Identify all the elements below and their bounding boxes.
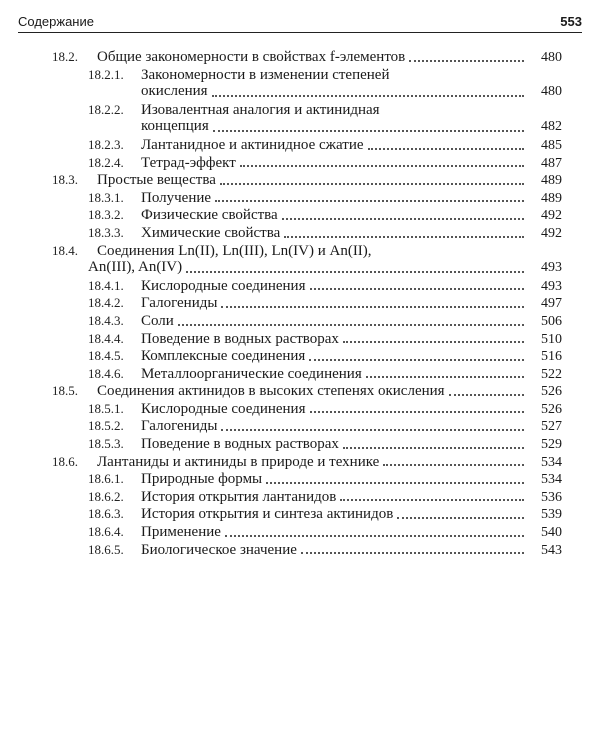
toc-entry-title: Кислородные соединения: [141, 400, 306, 417]
toc-section-row: [0, 259, 562, 277]
toc-entry-title: Соединения актинидов в высоких степенях окисления: [97, 383, 445, 400]
toc-entry-title: Металлоорганические соединения: [141, 365, 362, 382]
page-number: 553: [560, 14, 582, 29]
toc-subsection-row: [0, 417, 562, 435]
dot-leader: [212, 95, 524, 97]
toc-entry-title: Галогениды: [141, 295, 218, 312]
toc-page-number: 480: [541, 50, 562, 65]
dot-leader: [282, 218, 524, 220]
toc-subsection-row: [0, 277, 562, 295]
toc-entry-number: 18.5.2.: [88, 418, 124, 434]
toc-page-number: 493: [541, 278, 562, 294]
toc-page-number: 526: [541, 384, 562, 400]
toc-page-number: 489: [541, 190, 562, 206]
toc-entry-number: 18.6.3.: [88, 506, 124, 522]
toc-section-row: [0, 48, 562, 66]
toc-entry-title: История открытия лантанидов: [141, 488, 337, 505]
toc-entry-title: An(III), An(IV): [88, 259, 183, 276]
toc-page-number: 534: [541, 472, 562, 488]
toc-entry-number: 18.2.4.: [88, 154, 124, 170]
toc-page-number: 489: [541, 173, 562, 189]
toc-page-number: 480: [541, 84, 562, 100]
toc-section-row: [0, 453, 562, 471]
toc-page-number: 516: [541, 349, 562, 365]
toc-entry-number: 18.3.3.: [88, 224, 124, 240]
toc-entry-number: 18.3.1.: [88, 189, 124, 205]
dot-leader: [186, 271, 524, 273]
toc-subsection-row: [0, 505, 562, 523]
toc-entry-number: 18.2.1.: [88, 66, 124, 82]
dot-leader: [310, 411, 525, 413]
toc-entry-title: Химические свойства: [141, 224, 281, 241]
toc-page-number: 492: [541, 208, 562, 224]
toc-entry-title: Комплексные соединения: [141, 348, 306, 365]
toc-subsection-row: [0, 347, 562, 365]
dot-leader: [343, 447, 524, 449]
toc-section-row: [0, 171, 562, 189]
toc-entry-number: 18.6.5.: [88, 541, 124, 557]
toc-entry-title: Простые вещества: [97, 172, 216, 189]
toc-entry-number: 18.3.2.: [88, 207, 124, 223]
dot-leader: [397, 517, 524, 519]
toc-entry-title: Получение: [141, 189, 212, 206]
toc-entry-number: 18.4.4.: [88, 330, 124, 346]
toc-entry-title: Тетрад-эффект: [141, 154, 236, 171]
toc-page-number: 506: [541, 313, 562, 329]
toc-section-row: [0, 382, 562, 400]
toc-entry-title: Физические свойства: [141, 207, 278, 224]
toc-entry-number: 18.6.1.: [88, 471, 124, 487]
toc-entry-title: Закономерности в изменении степеней: [141, 66, 390, 83]
toc-page-number: 493: [541, 260, 562, 276]
toc-subsection-row: [0, 189, 562, 207]
toc-entry-number: 18.4.3.: [88, 312, 124, 328]
dot-leader: [220, 183, 524, 185]
toc-entry-title: Поведение в водных растворах: [141, 330, 339, 347]
toc-page-number: 485: [541, 137, 562, 153]
toc-entry-number: 18.5.: [52, 383, 78, 399]
toc-entry-title: Применение: [141, 524, 221, 541]
dot-leader: [301, 552, 524, 554]
toc-entry-title: концепция: [141, 118, 209, 135]
dot-leader: [215, 200, 524, 202]
toc-entry-title: Поведение в водных растворах: [141, 436, 339, 453]
toc-subsection-row: [0, 435, 562, 453]
toc-subsection-row: [0, 136, 562, 154]
toc-subsection-row: [0, 470, 562, 488]
toc-page-number: 526: [541, 401, 562, 417]
toc-subsection-row: [0, 154, 562, 172]
toc-subsection-row: [0, 66, 562, 84]
dot-leader: [366, 376, 524, 378]
toc-entry-number: 18.5.3.: [88, 436, 124, 452]
toc-subsection-row: [0, 83, 562, 101]
dot-leader: [178, 324, 524, 326]
toc-page-number: 529: [541, 437, 562, 453]
dot-leader: [449, 394, 524, 396]
dot-leader: [310, 288, 525, 290]
toc-entry-title: Лантаниды и актиниды в природе и технике: [97, 453, 380, 470]
toc-subsection-row: [0, 294, 562, 312]
toc-entry-number: 18.4.5.: [88, 348, 124, 364]
toc-subsection-row: [0, 365, 562, 383]
running-header: [18, 10, 582, 33]
dot-leader: [221, 429, 524, 431]
toc-page-number: 497: [541, 296, 562, 312]
dot-leader: [284, 236, 524, 238]
toc-subsection-row: [0, 118, 562, 136]
toc-page-number: 543: [541, 542, 562, 558]
toc-subsection-row: [0, 523, 562, 541]
toc-subsection-row: [0, 224, 562, 242]
toc-entry-title: Природные формы: [141, 471, 263, 488]
dot-leader: [221, 306, 524, 308]
toc-entry-number: 18.6.2.: [88, 488, 124, 504]
dot-leader: [340, 499, 524, 501]
toc-entry-number: 18.2.2.: [88, 101, 124, 117]
toc-page-number: 510: [541, 331, 562, 347]
toc-entry-title: Галогениды: [141, 418, 218, 435]
toc-subsection-row: [0, 330, 562, 348]
toc-subsection-row: [0, 400, 562, 418]
toc-entry-title: Соединения Ln(II), Ln(III), Ln(IV) и An(II),: [97, 242, 372, 259]
toc-entry-number: 18.2.: [52, 49, 78, 64]
toc-page-number: 539: [541, 507, 562, 523]
toc-subsection-row: [0, 206, 562, 224]
toc-page-number: 534: [541, 454, 562, 470]
toc-subsection-row: [0, 101, 562, 119]
dot-leader: [409, 60, 524, 62]
toc-page-number: 540: [541, 525, 562, 541]
toc-entry-title: Общие закономерности в свойствах f-элементов: [97, 49, 406, 65]
running-title: Содержание: [18, 14, 94, 29]
dot-leader: [266, 482, 524, 484]
toc-page-number: 487: [541, 155, 562, 171]
toc-entry-number: 18.4.2.: [88, 295, 124, 311]
toc-page-number: 492: [541, 225, 562, 241]
toc-entry-number: 18.4.: [52, 242, 78, 258]
toc-entry-title: История открытия и синтеза актинидов: [141, 506, 394, 523]
toc-page-number: 527: [541, 419, 562, 435]
toc-entry-title: Биологическое значение: [141, 541, 297, 558]
toc-entry-number: 18.3.: [52, 172, 78, 188]
dot-leader: [213, 130, 524, 132]
toc-entry-title: Соли: [141, 312, 174, 329]
dot-leader: [240, 165, 524, 167]
dot-leader: [343, 341, 524, 343]
dot-leader: [225, 535, 524, 537]
dot-leader: [368, 148, 524, 150]
toc-entry-number: 18.4.6.: [88, 365, 124, 381]
toc-entry-number: 18.6.: [52, 453, 78, 469]
toc-entry-title: Кислородные соединения: [141, 277, 306, 294]
toc-entry-title: окисления: [141, 83, 208, 100]
toc-section-row: [0, 242, 562, 260]
toc-subsection-row: [0, 488, 562, 506]
toc-page-number: 522: [541, 366, 562, 382]
toc-entry-number: 18.4.1.: [88, 277, 124, 293]
table-of-contents: [0, 48, 600, 558]
toc-entry-number: 18.2.3.: [88, 136, 124, 152]
dot-leader: [309, 359, 524, 361]
toc-entry-title: Лантанидное и актинидное сжатие: [141, 136, 364, 153]
toc-entry-title: Изовалентная аналогия и актинидная: [141, 101, 380, 118]
toc-subsection-row: [0, 541, 562, 559]
toc-page-number: 482: [541, 119, 562, 135]
toc-page-number: 536: [541, 489, 562, 505]
toc-entry-number: 18.5.1.: [88, 400, 124, 416]
toc-subsection-row: [0, 312, 562, 330]
toc-entry-number: 18.6.4.: [88, 524, 124, 540]
dot-leader: [383, 464, 524, 466]
